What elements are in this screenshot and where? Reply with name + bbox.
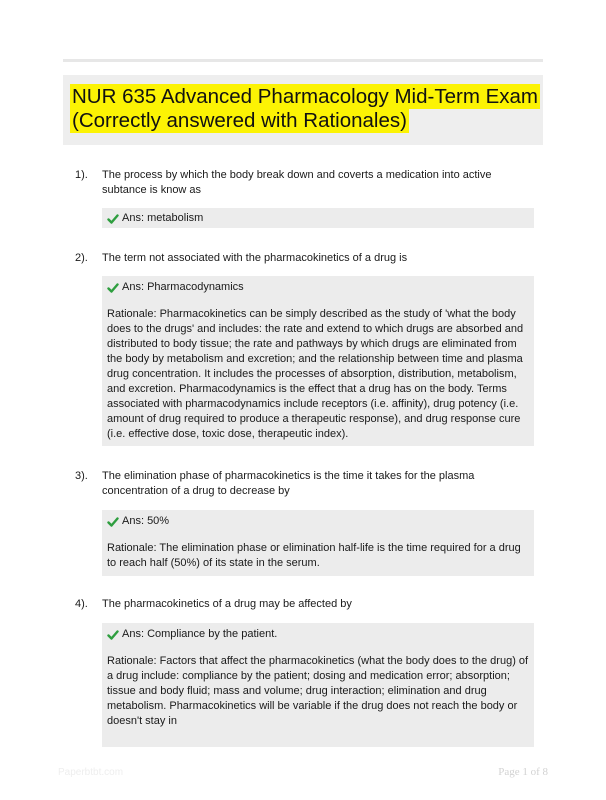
answer-box — [102, 510, 534, 576]
answer-text: Ans: 50% — [122, 515, 170, 527]
question-number: 1). — [75, 169, 88, 181]
answer-box — [102, 623, 534, 747]
question-text: The process by which the body break down and coverts a medication into active subtance is know as — [102, 169, 492, 196]
top-divider — [63, 59, 543, 62]
rationale-text: Rationale: Factors that affect the pharmacokinetics (what the body does to the drug) of a drug include: compliance by the patient; dosing and medication error; absorption; tissue and body fluid; mass and volume; drug interaction; elimination and drug metabolism. Pharmacokinetics will be variable if the drug does not reach the body or doesn't stay in — [107, 655, 529, 727]
answer-text: Ans: Pharmacodynamics — [122, 281, 244, 293]
question-text: The elimination phase of pharmacokinetics is the time it takes for the plasma concentration of a drug to decrease by — [102, 470, 475, 497]
answer-text: Ans: metabolism — [122, 212, 204, 224]
footer-watermark: Paperbtbt.com — [58, 767, 124, 778]
question-text: The term not associated with the pharmacokinetics of a drug is — [102, 252, 408, 264]
rationale-text: Rationale: Pharmacokinetics can be simply described as the study of 'what the body does to the drugs' and includes: the rate and extend to which drugs are absorbed and distributed to body tissue; the rate and pathways by which drugs are eliminated from the body by metabolism and excretion; and the relationship between time and plasma drug concentration. It includes the processes of absorption, distribution, metabolism, and excretion. Pharmacodynamics is the effect that a drug has on the body. Terms associated with pharmacodynamics include receptors (i.e. affinity), drug potency (i.e. amount of drug required to produce a therapeutic response), and drug response cure (i.e. effective dose, toxic dose, therapeutic index). — [107, 308, 524, 440]
answer-box — [102, 208, 534, 228]
question-number: 2). — [75, 252, 88, 264]
question-number: 3). — [75, 470, 88, 482]
page-number: Page 1 of 8 — [498, 766, 548, 778]
question-number: 4). — [75, 598, 88, 610]
document-title: NUR 635 Advanced Pharmacology Mid-Term Exam (Correctly answered with Rationales) — [72, 85, 538, 132]
answer-text: Ans: Compliance by the patient. — [122, 628, 278, 640]
rationale-text: Rationale: The elimination phase or elimination half-life is the time required for a drug to reach half (50%) of its state in the serum. — [107, 542, 521, 569]
question-text: The pharmacokinetics of a drug may be affected by — [102, 598, 352, 610]
title-block — [63, 75, 543, 145]
checkmark-icon — [107, 516, 119, 528]
checkmark-icon — [107, 629, 119, 641]
checkmark-icon — [107, 213, 119, 225]
checkmark-icon — [107, 282, 119, 294]
answer-box — [102, 276, 534, 446]
